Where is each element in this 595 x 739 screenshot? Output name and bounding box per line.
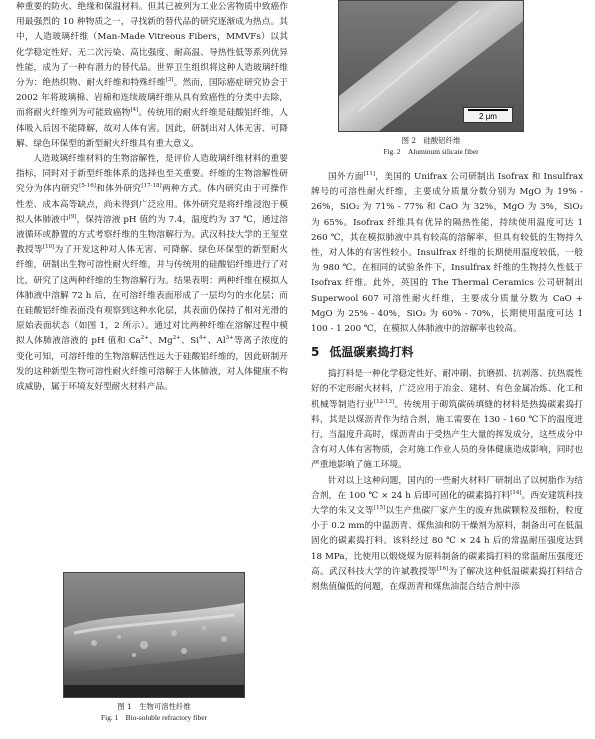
paragraph-low-temp-research: 针对以上这种问题，国内的一些耐火材料厂研制出了以树脂作为结合剂，在 100 ℃ × 24 h 后即可固化的碳素捣打料[14]。西安建筑科技大学的朱又文等[15]以生产焦碳厂家产生的废弃焦碳颗粒及细粉，粒度小于 0.2 mm的中温沥青、煤焦油和防干燥剂为原料，制备出可在低温固化的碳素捣打料。该料经过 80 ℃ × 24 h 后的常温耐压强度达到 18 MPa，比使用以煅烧煤为原料制备的碳素捣打料的常温耐压强度还高。武汉科技大学的许斌教授等[16]为了解决这种低温碳素捣打料结合剂焦值偏低的问题，在煤沥青和煤焦油混合结合剂中添 xyxy=(311,475,583,593)
paragraph-bio-solubility: 人造玻璃纤维材料的生物溶解性，是评价人造玻璃纤维材料的重要指标，同时对于新型纤维体系的选择也至关重要。纤维的生物溶解性研究分为体内研究[5-16]和体外研究[17-18]两种方式。体内研究由于可操作性差、成本高等缺点，尚未得到广泛应用。体外研究是将纤维浸泡于模拟人体肺液中[9]，保持溶液 pH 值约为 7.4，温度约为 37 ℃，通过溶液循环或静置的方式考察纤维的生物溶解行为。武汉科技大学的王玺堂教授等[10]为了开发这种对人体无害、可降解、绿色环保型的新型耐火纤维，研制出生物可溶性耐火纤维，并与传统用的硅酸铝纤维进行了对比，研究了这两种纤维的生物溶解行为。结果表明：两种纤维在模拟人体肺液中溶解 72 h 后，在可溶纤维表面形成了一层均匀的水化层；而在硅酸铝纤维表面没有观察到这种水化层，其表面仍保持了相对光滑的原始表面状态（如图 1，2 所示）。通过对比两种纤维在溶解过程中模拟人体肺液溶液的 pH 值和 $Ca^{2+}$、$Mg^{2+}$、$Si^{4+}$、$Al^{3+}$等离子浓度的变化可知，可溶纤维的生物溶解活性远大于硅酸铝纤维的，因此研制开发的这种新型生物可溶性耐火纤维可溶解于人体肺液，对人体健康不构成威胁，属于环境友好型耐火材料产品。 xyxy=(16,154,289,393)
left-column xyxy=(16,0,288,395)
bio-soluble-fiber-micrograph xyxy=(64,573,244,697)
figure-1-sem-image xyxy=(63,572,245,698)
figure-1-caption-en: Fig. 1 Bio-soluble refractory fiber xyxy=(101,713,207,722)
scale-bar: 2 μm xyxy=(463,107,513,123)
paragraph-ramming-mass: 捣打料是一种化学稳定性好、耐冲刷、抗磨损、抗剥落、抗热震性好的不定形耐火材料，广泛应用于冶金、建材、有色金属冶炼、化工和机械等制造行业[12-13]。传统用于砌筑碳砖填缝的材料是热捣碳素捣打料，其是以煤沥青作为结合剂，施工需要在 130 - 160 ℃下的温度进行，当温度升高时，煤沥青由于受热产生大量的挥发成分，这些成分中含有对人体有害物质，会对施工作业人员的身体健康造成影响，同时也严重地影响了施工环境。 xyxy=(311,369,584,471)
section-heading xyxy=(311,343,583,361)
right-column xyxy=(311,170,583,595)
scale-bar-line xyxy=(468,109,508,111)
figure-2 xyxy=(338,0,524,157)
paragraph-replacement-fibers: 种重要的防火、绝缘和保温材料。但其已被列为工业公害物质中致癌作用最强烈的 10 种物质之一，寻找新的替代品的研究逐渐成为热点。其中，人造玻璃纤维（Man-Made Vitreous Fibers，MMVFs）以其化学稳定性好、无二次污染、高比强度、耐高温、导热性低等系列优异性能，成为了一种有潜力的替代品。世界卫生组织将这种人造玻璃纤维分为：绝热织物、耐火纤维和特殊纤维[3]。然而，国际癌症研究协会于 2002 年将玻璃棉、岩棉和连续玻璃纤维从具有致癌性的分类中去除，而将耐火纤维列为可能致癌物[4]。传统用的耐火纤维是硅酸铝纤维，人体吸入后因不能降解，故对人体有害。因此，研制出对人体无害、可降解、绿色环保型的新型耐火纤维具有重大意义。 xyxy=(16,2,289,149)
section-number: 5 xyxy=(311,345,320,360)
figure-1-caption-cn: 图 1 生物可溶性纤维 xyxy=(117,702,191,711)
section-title: 低温碳素捣打料 xyxy=(329,345,414,360)
paragraph-foreign-research: 国外方面[11]，美国的 Unifrax 公司研制出 Isofrax 和 Insulfrax 牌号的可溶性耐火纤维，主要成分质量分数分别为 MgO 为 19% - 26%，SiO₂ 为 71% - 77% 和 CaO 为 32%，MgO 为 3%，SiO₂ 为 65%。Isofrax 纤维具有优异的隔热性能，持续使用温度可达 1 260 ℃，其在模拟肺液中具有较高的溶解率，但具有较低的生物持久性，对人体的有害性较小。Insulfrax 纤维的长期使用温度较低，一般为 980 ℃。在相同的试验条件下，Insulfrax 纤维的生物持久性低于 Isofrax 纤维。此外，英国的 The Thermal Ceramics 公司研制出 Superwool 607 可溶性耐火纤维，主要成分质量分数为 CaO + MgO 为 25% - 40%，SiO₂ 为 60% - 70%，长期使用温度可达 1 100 - 1 200 ℃，在模拟人体肺液中的溶解率也较高。 xyxy=(311,171,583,335)
figure-2-sem-image xyxy=(338,0,524,132)
figure-2-caption-cn: 图 2 硅酸铝纤维 xyxy=(401,136,461,145)
figure-1 xyxy=(63,572,245,723)
figure-2-caption-en: Fig. 2 Aluminum silicate fiber xyxy=(383,147,479,156)
